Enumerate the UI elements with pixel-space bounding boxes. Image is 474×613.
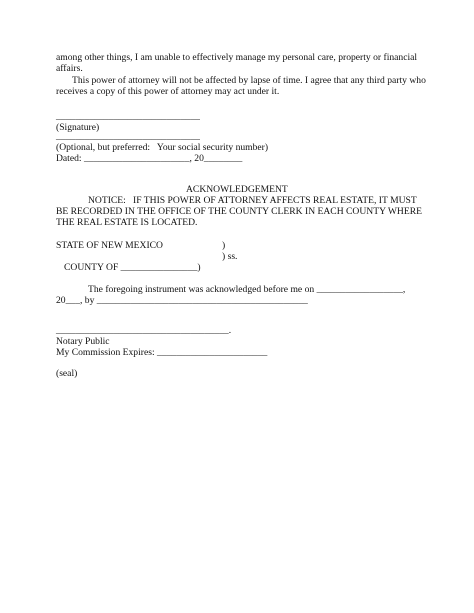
- seal-label: (seal): [56, 368, 78, 379]
- venue-state: STATE OF NEW MEXICO: [56, 240, 163, 251]
- venue-paren: ): [222, 240, 226, 251]
- paragraph-2-line-2: receives a copy of this power of attorney may act under it.: [56, 86, 280, 97]
- instrument-line-1: The foregoing instrument was acknowledged before me on __________________,: [88, 284, 406, 295]
- ssn-line: ______________________________: [56, 131, 200, 142]
- ssn-label: (Optional, but preferred: Your social security number): [56, 142, 269, 153]
- dated-line: Dated: ______________________, 20________: [56, 153, 243, 164]
- notice-line-1: NOTICE: IF THIS POWER OF ATTORNEY AFFECTS REAL ESTATE, IT MUST: [88, 195, 417, 206]
- paragraph-1-line-1: among other things, I am unable to effectively manage my personal care, property or financial: [56, 52, 418, 63]
- acknowledgement-heading: ACKNOWLEDGEMENT: [186, 184, 288, 195]
- paragraph-1-line-2: affairs.: [56, 63, 83, 74]
- commission-expires: My Commission Expires: _______________________: [56, 347, 268, 358]
- instrument-line-2: 20___, by ____________________________________________: [56, 295, 308, 306]
- notary-signature-line: ____________________________________.: [56, 325, 232, 336]
- paragraph-2-line-1: This power of attorney will not be affected by lapse of time. I agree that any third party who: [72, 75, 426, 86]
- venue-county: COUNTY OF ________________): [64, 262, 201, 273]
- notary-public-label: Notary Public: [56, 336, 110, 347]
- signature-label: (Signature): [56, 122, 100, 133]
- venue-ss: ) ss.: [222, 251, 238, 262]
- notice-line-2: BE RECORDED IN THE OFFICE OF THE COUNTY CLERK IN EACH COUNTY WHERE: [56, 206, 422, 217]
- notice-line-3: THE REAL ESTATE IS LOCATED.: [56, 217, 198, 228]
- signature-line: ______________________________: [56, 111, 200, 122]
